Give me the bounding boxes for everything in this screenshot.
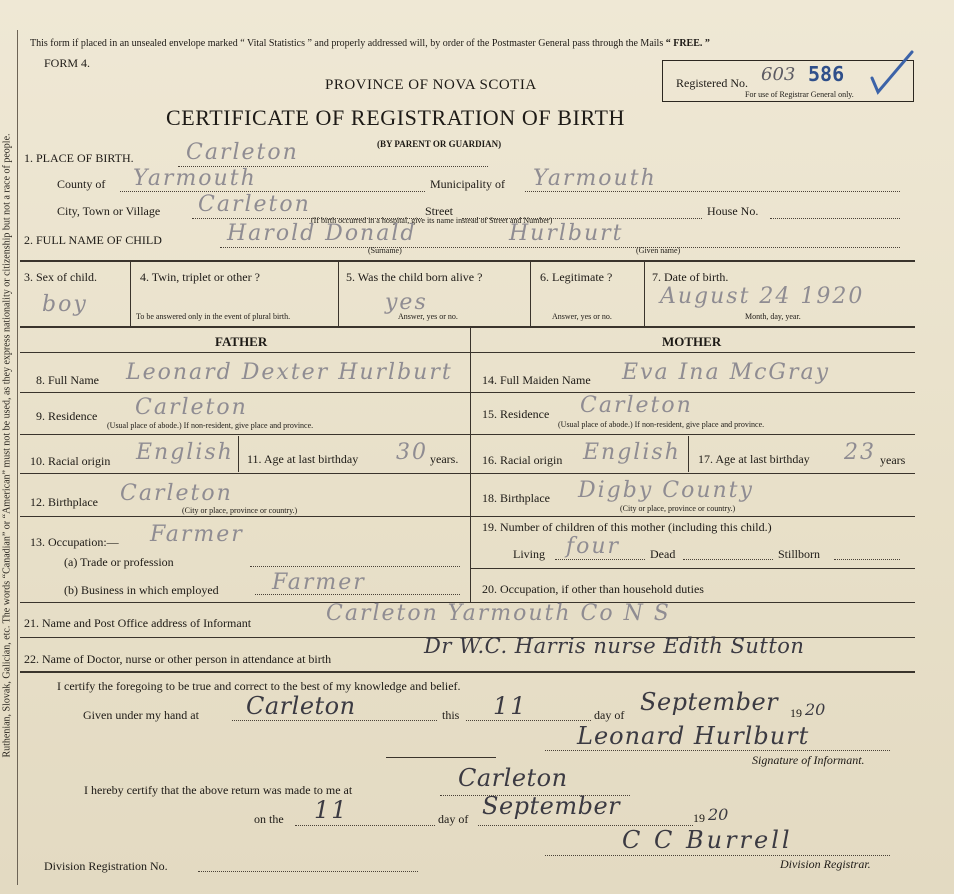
dob-note: Month, day, year.	[745, 312, 801, 321]
father-occupation-value: Farmer	[150, 522, 244, 547]
certificate-subtitle: (BY PARENT OR GUARDIAN)	[377, 139, 502, 149]
certify-year: 20	[805, 700, 826, 719]
father-birthplace-value: Carleton	[120, 481, 233, 506]
form-number: FORM 4.	[44, 56, 91, 70]
mother-racial-label: 16. Racial origin	[482, 453, 563, 467]
legitimate-label: 6. Legitimate ?	[540, 270, 613, 284]
informant-label: 21. Name and Post Office address of Informant	[24, 616, 252, 630]
twin-note: To be answered only in the event of plural birth.	[136, 312, 291, 321]
father-occupation-label: 13. Occupation:—	[30, 535, 119, 549]
dob-value: August 24 1920	[660, 284, 865, 309]
doctor-label: 22. Name of Doctor, nurse or other person in attendance at birth	[24, 652, 332, 666]
alive-note: Answer, yes or no.	[398, 312, 458, 321]
living-value: four	[566, 534, 621, 559]
rule	[20, 352, 915, 353]
rule	[688, 436, 689, 472]
mother-birthplace-label: 18. Birthplace	[482, 491, 550, 505]
surname-note: (Surname)	[368, 246, 402, 255]
sex-value: boy	[42, 292, 88, 317]
registrar-day: 11	[314, 796, 349, 824]
mother-birthplace-note: (City or place, province or country.)	[620, 504, 736, 513]
father-birthplace-note: (City or place, province or country.)	[182, 506, 298, 515]
dotted-line	[250, 566, 460, 567]
dead-label: Dead	[650, 547, 676, 561]
alive-label: 5. Was the child born alive ?	[346, 270, 483, 284]
dotted-line	[525, 191, 900, 192]
doctor-value: Dr W.C. Harris nurse Edith Sutton	[424, 634, 805, 658]
business-value: Farmer	[272, 570, 366, 595]
province-heading: PROVINCE OF NOVA SCOTIA	[325, 77, 537, 93]
certify-year-prefix: 19	[790, 706, 802, 720]
registrar-dayof-label: day of	[438, 812, 469, 826]
dotted-line	[770, 218, 900, 219]
registered-label: Registered No.	[676, 76, 748, 90]
on-the-label: on the	[254, 812, 284, 826]
division-registration-label: Division Registration No.	[44, 859, 168, 873]
this-label: this	[442, 708, 460, 722]
mother-occupation-label: 20. Occupation, if other than household duties	[482, 582, 704, 596]
rule	[20, 326, 915, 328]
dotted-line	[232, 720, 437, 721]
father-residence-note: (Usual place of abode.) If non-resident, give place and province.	[107, 421, 314, 430]
child-surname: Hurlburt	[509, 221, 624, 246]
rule	[20, 516, 470, 517]
county-label: County of	[57, 177, 106, 191]
county-value: Yarmouth	[133, 166, 257, 191]
rule	[470, 516, 915, 517]
registrar-month: September	[482, 792, 621, 820]
father-residence-label: 9. Residence	[36, 409, 98, 423]
registered-stamped-number: 586	[808, 62, 845, 86]
registrar-year: 20	[708, 805, 729, 824]
father-age-label: 11. Age at last birthday	[247, 452, 359, 466]
mother-residence-note: (Usual place of abode.) If non-resident, give place and province.	[558, 420, 765, 429]
twin-label: 4. Twin, triplet or other ?	[140, 270, 260, 284]
informant-value: Carleton Yarmouth Co N S	[326, 601, 671, 626]
sex-label: 3. Sex of child.	[24, 270, 97, 284]
certify-dayof-label: day of	[594, 708, 625, 722]
municipality-label: Municipality of	[430, 177, 505, 191]
rule	[20, 473, 470, 474]
rule	[20, 434, 470, 435]
certificate-title: CERTIFICATE OF REGISTRATION OF BIRTH	[166, 105, 625, 130]
dotted-line	[683, 559, 773, 560]
dotted-line	[198, 871, 418, 872]
rule	[470, 434, 915, 435]
dotted-line	[834, 559, 900, 560]
rule	[470, 326, 471, 602]
dotted-line	[255, 594, 460, 595]
certify-text: I certify the foregoing to be true and correct to the best of my knowledge and belief.	[57, 679, 461, 693]
living-label: Living	[513, 547, 545, 561]
mother-years-label: years	[880, 453, 906, 467]
signature-informant-label: Signature of Informant.	[752, 753, 865, 767]
side-margin-text: Ruthenian, Slovak, Galician, etc. The words “Canadian” or “American” must not be used, as they express nationality or citizenship but not a race of people.	[1, 133, 13, 758]
father-age-value: 30	[396, 440, 428, 465]
given-name-note: (Given name)	[636, 246, 681, 255]
registrar-use-note: For use of Registrar General only.	[745, 90, 854, 99]
side-rule	[17, 30, 18, 885]
father-name-label: 8. Full Name	[36, 373, 99, 387]
father-birthplace-label: 12. Birthplace	[30, 495, 98, 509]
mother-birthplace-value: Digby County	[578, 478, 754, 503]
rule	[130, 262, 131, 326]
dob-label: 7. Date of birth.	[652, 270, 729, 284]
rule	[644, 262, 645, 326]
registrar-signature: C C Burrell	[622, 826, 793, 854]
rule	[20, 392, 470, 393]
rule	[386, 757, 496, 758]
mother-age-label: 17. Age at last birthday	[698, 452, 810, 466]
street-label: Street	[425, 204, 453, 218]
place-of-birth-label: 1. PLACE OF BIRTH.	[24, 151, 134, 165]
municipality-value: Yarmouth	[533, 166, 657, 191]
rule	[20, 260, 915, 262]
mother-age-value: 23	[844, 440, 876, 465]
father-header: FATHER	[215, 334, 268, 349]
informant-signature: Leonard Hurlburt	[577, 722, 810, 750]
mother-name-value: Eva Ina McGray	[622, 360, 831, 385]
dotted-line	[555, 559, 645, 560]
dotted-line	[545, 855, 890, 856]
certify-place: Carleton	[246, 692, 356, 720]
check-mark-icon	[868, 48, 916, 96]
registrar-year-prefix: 19	[693, 811, 705, 825]
child-name-label: 2. FULL NAME OF CHILD	[24, 233, 162, 247]
dotted-line	[466, 720, 591, 721]
alive-value: yes	[385, 290, 428, 315]
dotted-line	[545, 750, 890, 751]
certify-month: September	[640, 688, 779, 716]
registered-handwritten-number: 603	[761, 64, 796, 85]
mother-residence-label: 15. Residence	[482, 407, 550, 421]
division-registrar-label: Division Registrar.	[780, 857, 871, 871]
mother-residence-value: Carleton	[580, 393, 693, 418]
rule	[20, 671, 915, 673]
registrar-place: Carleton	[458, 764, 568, 792]
hospital-note: (If birth occurred in a hospital, give its name instead of Street and Number)	[311, 216, 553, 225]
city-value: Carleton	[198, 192, 311, 217]
stillborn-label: Stillborn	[778, 547, 821, 561]
business-label: (b) Business in which employed	[64, 583, 219, 597]
place-of-birth-value: Carleton	[186, 140, 299, 165]
city-label: City, Town or Village	[57, 204, 161, 218]
child-given-name: Harold Donald	[227, 221, 417, 246]
postal-notice: This form if placed in an unsealed envelope marked “ Vital Statistics ” and properly addressed will, by order of the Postmaster General pass through the Mails “ FREE. ”	[30, 38, 710, 49]
father-racial-value: English	[136, 440, 234, 465]
rule	[470, 473, 915, 474]
children-label: 19. Number of children of this mother (including this child.)	[482, 520, 772, 534]
father-name-value: Leonard Dexter Hurlburt	[126, 360, 453, 385]
dotted-line	[220, 247, 900, 248]
registrar-text: I hereby certify that the above return was made to me at	[84, 783, 353, 797]
mother-name-label: 14. Full Maiden Name	[482, 373, 591, 387]
legitimate-note: Answer, yes or no.	[552, 312, 612, 321]
mother-header: MOTHER	[662, 334, 722, 349]
father-racial-label: 10. Racial origin	[30, 454, 111, 468]
house-no-label: House No.	[707, 204, 759, 218]
father-years-label: years.	[430, 452, 459, 466]
rule	[470, 568, 915, 569]
rule	[338, 262, 339, 326]
mother-racial-value: English	[583, 440, 681, 465]
given-under-label: Given under my hand at	[83, 708, 199, 722]
trade-label: (a) Trade or profession	[64, 555, 174, 569]
father-residence-value: Carleton	[135, 395, 248, 420]
rule	[238, 436, 239, 472]
dotted-line	[295, 825, 435, 826]
rule	[530, 262, 531, 326]
certify-day: 11	[493, 692, 528, 720]
